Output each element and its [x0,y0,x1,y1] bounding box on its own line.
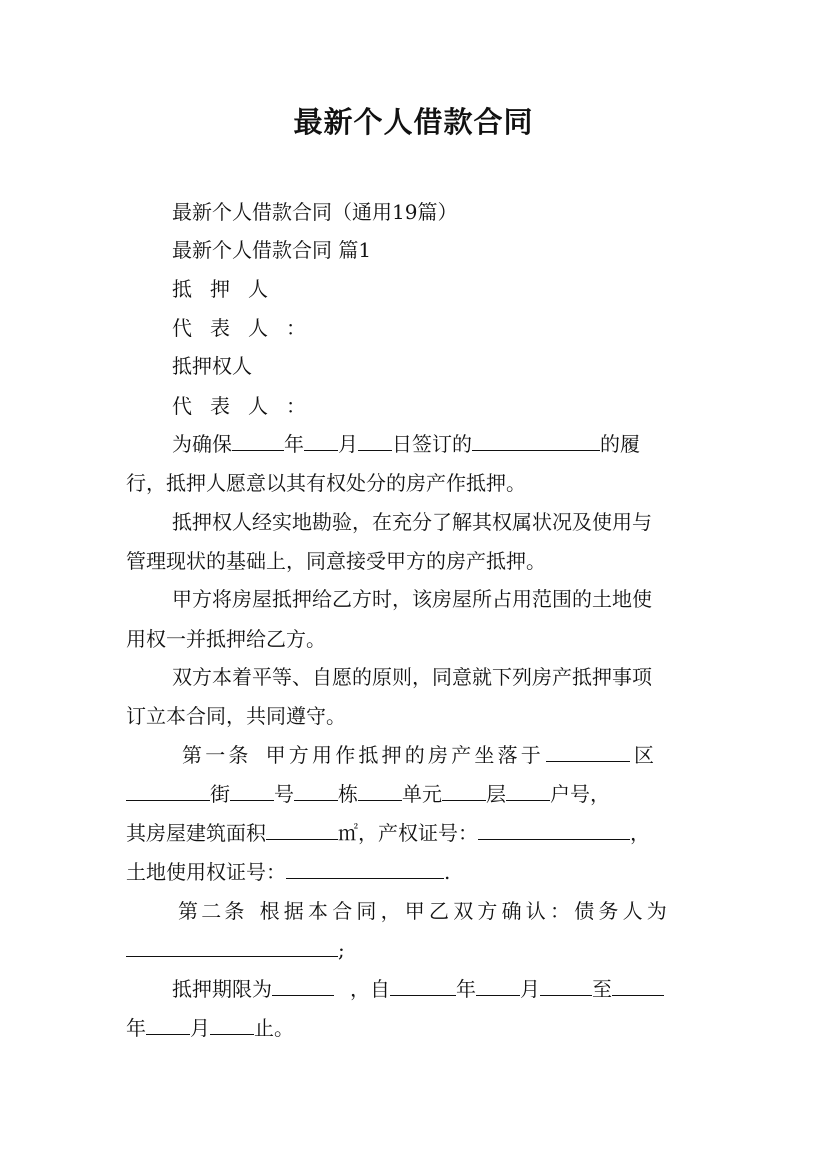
text: 日签订的 [392,432,472,456]
paragraph-2-line-2: 管理现状的基础上，同意接受甲方的房产抵押。 [126,549,546,573]
blank-field [146,1016,190,1035]
representative-label-2: 代表人： [172,394,324,418]
document-title: 最新个人借款合同 [293,105,534,139]
text: 月 [190,1016,210,1040]
text: 层 [486,782,506,806]
blank-field [210,1016,254,1035]
text: 止。 [254,1016,294,1040]
mortgagee-label: 抵押权人 [172,354,252,378]
text: 土地使用权证号： [126,860,286,884]
text: ， [630,821,650,845]
blank-field [442,782,486,801]
blank-field [540,977,592,996]
blank-field [472,432,600,451]
blank-field [478,821,630,840]
article-1-lead: 第一条 [182,743,252,767]
text: 年 [456,977,476,1001]
text: 栋 [338,782,358,806]
blank-field [506,782,550,801]
blank-field [126,782,210,801]
text: 区 [634,743,655,767]
subtitle: 最新个人借款合同（通用19篇） [172,200,458,224]
text: 的履 [600,432,640,456]
blank-field [476,977,520,996]
text: 抵押期限为 [172,977,272,1001]
article-1-line-3 [126,820,706,846]
term-line-2 [126,1015,706,1041]
blank-field [358,432,392,451]
paragraph-1-line-2: 行，抵押人愿意以其有权处分的房产作抵押。 [126,471,526,495]
text: 号 [274,782,294,806]
term-line-1 [172,976,706,1002]
blank-field [272,977,334,996]
blank-field [612,977,664,996]
mortgagor-label: 抵押人 [172,277,286,301]
blank-field [390,977,456,996]
text: 其房屋建筑面积 [126,821,266,845]
blank-field [546,743,630,762]
paragraph-2-line-1: 抵押权人经实地勘验，在充分了解其权属状况及使用与 [172,510,652,534]
blank-field [286,860,444,879]
text: . [444,860,451,884]
text: ㎡，产权证号： [338,821,478,845]
text: 单元 [402,782,442,806]
blank-field [230,782,274,801]
article-2-line-1 [178,898,706,924]
text: ; [338,938,345,962]
text: 街 [210,782,230,806]
article-2-text: 根据本合同，甲乙双方确认：债务人为 [259,899,672,923]
text: 为确保 [172,432,232,456]
text: 户号， [550,782,610,806]
blank-field [358,782,402,801]
article-1-line-4 [126,859,706,885]
text: 至 [592,977,612,1001]
article-1-line-1 [182,742,706,768]
representative-label-1: 代表人： [172,316,324,340]
blank-field [266,821,338,840]
paragraph-3-line-1: 甲方将房屋抵押给乙方时，该房屋所占用范围的土地使 [172,587,652,611]
text: 年 [284,432,304,456]
text: ，自 [350,977,390,1001]
text: 月 [520,977,540,1001]
blank-field [294,782,338,801]
text: 年 [126,1016,146,1040]
article-1-text: 甲方用作抵押的房产坐落于 [265,743,545,767]
blank-field [304,432,338,451]
paragraph-4-line-1: 双方本着平等、自愿的原则，同意就下列房产抵押事项 [172,665,652,689]
article-2-line-2 [126,937,706,963]
paragraph-4-line-2: 订立本合同，共同遵守。 [126,704,346,728]
section-heading: 最新个人借款合同 篇1 [172,238,372,262]
text: 月 [338,432,358,456]
article-1-line-2 [126,781,706,807]
article-2-lead: 第二条 [178,899,248,923]
blank-field [126,938,338,957]
paragraph-1-line-1 [172,431,706,457]
blank-field [232,432,284,451]
paragraph-3-line-2: 用权一并抵押给乙方。 [126,627,326,651]
